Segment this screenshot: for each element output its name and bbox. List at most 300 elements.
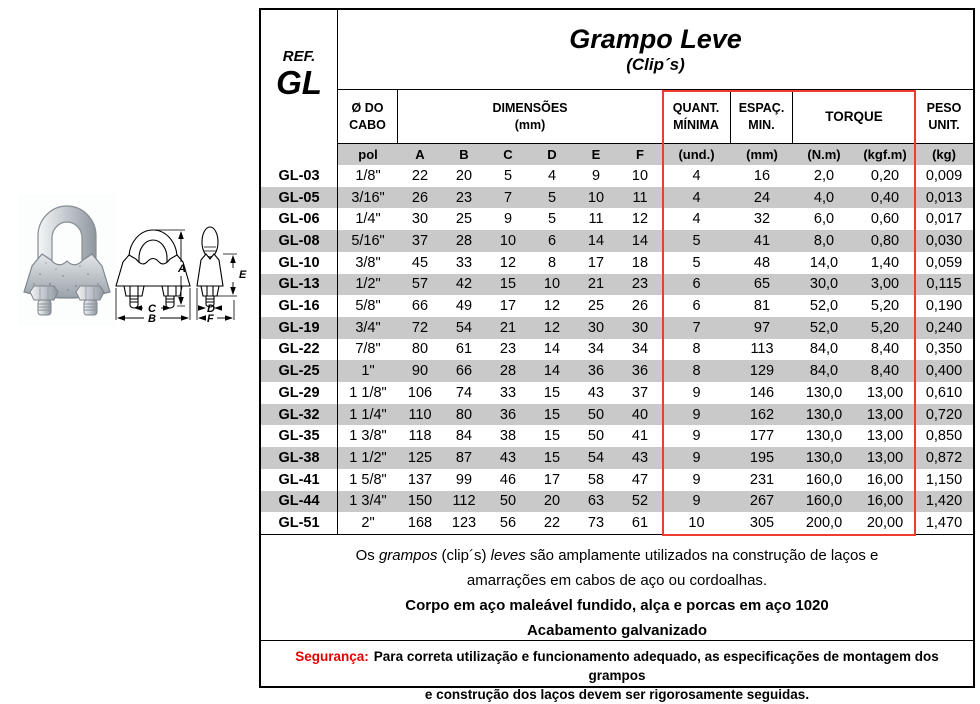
cell-dim-f: 23 [631, 276, 649, 293]
dim-label-f: F [207, 313, 214, 325]
cell-dim-f: 10 [631, 167, 649, 184]
cell-pol: 1" [361, 363, 375, 380]
cell-dim-e: 43 [587, 384, 605, 401]
ref-label: REF. [282, 48, 316, 65]
page-subtitle: (Clip´s) [626, 55, 685, 75]
cell-dim-a: 26 [411, 189, 429, 206]
row-ref: GL-44 [261, 491, 338, 513]
dim-label-a: A [178, 263, 186, 275]
row-ref: GL-13 [261, 274, 338, 296]
cell-min-spacing: 48 [753, 254, 771, 271]
unit-dim-a: A [415, 147, 425, 162]
cell-torque-nm: 84,0 [809, 363, 839, 380]
cell-dim-d: 22 [543, 515, 561, 532]
table-row [261, 425, 973, 447]
row-ref: GL-38 [261, 447, 338, 469]
safety-label: Segurança: [295, 649, 369, 664]
cell-dim-c: 21 [499, 319, 517, 336]
cell-torque-nm: 30,0 [809, 276, 839, 293]
dimension-drawing [113, 220, 253, 328]
cell-min-qty: 5 [692, 232, 701, 249]
cell-torque-kgfm: 16,00 [866, 493, 904, 510]
cell-torque-nm: 8,0 [813, 232, 835, 249]
cell-torque-nm: 130,0 [805, 406, 843, 423]
cell-dim-e: 21 [587, 276, 605, 293]
cell-dim-e: 25 [587, 298, 605, 315]
table-row [261, 295, 973, 317]
cell-pol: 7/8" [355, 341, 381, 358]
cell-dim-d: 5 [547, 189, 557, 206]
table-row [261, 187, 973, 209]
safety-line-2: e construção dos laços devem ser rigorosamente seguidas. [424, 687, 810, 702]
table-row [261, 230, 973, 252]
cell-dim-d: 12 [543, 298, 561, 315]
notes-line-3: Corpo em aço maleável fundido, alça e porcas em aço 1020 [405, 597, 829, 614]
cell-torque-kgfm: 0,80 [870, 232, 900, 249]
cell-dim-a: 45 [411, 254, 429, 271]
unit-nm: (N.m) [807, 147, 841, 162]
units-row [338, 143, 973, 165]
safety-line-1: Para correta utilização e funcionamento adequado, as especificações de montagem dos grampos [373, 649, 939, 683]
cell-min-qty: 4 [692, 211, 701, 228]
cell-torque-kgfm: 16,00 [866, 471, 904, 488]
cell-pol: 1/4" [355, 211, 381, 228]
cell-weight: 0,720 [925, 406, 963, 423]
photo-left-nut [30, 286, 58, 300]
notes-italic: grampos [378, 547, 438, 564]
cell-dim-d: 15 [543, 384, 561, 401]
cell-min-qty: 4 [692, 189, 701, 206]
cell-pol: 1 3/4" [349, 493, 387, 510]
cell-dim-a: 72 [411, 319, 429, 336]
cell-min-spacing: 65 [753, 276, 771, 293]
cell-dim-c: 5 [503, 167, 513, 184]
cell-dim-f: 37 [631, 384, 649, 401]
product-illustration [16, 192, 256, 334]
cell-dim-b: 23 [455, 189, 473, 206]
table-row [261, 469, 973, 491]
row-ref: GL-19 [261, 317, 338, 339]
cell-dim-d: 4 [547, 167, 557, 184]
cell-torque-kgfm: 8,40 [870, 363, 900, 380]
col-header-text: DIMENSÕES [492, 101, 568, 116]
cell-dim-a: 37 [411, 232, 429, 249]
cell-dim-c: 23 [499, 341, 517, 358]
cell-dim-c: 46 [499, 471, 517, 488]
unit-kg: (kg) [932, 147, 956, 162]
cell-weight: 0,009 [925, 167, 963, 184]
cell-weight: 1,150 [925, 471, 963, 488]
cell-min-qty: 9 [692, 471, 701, 488]
cell-torque-nm: 52,0 [809, 298, 839, 315]
cell-min-spacing: 162 [749, 406, 775, 423]
cell-torque-kgfm: 13,00 [866, 384, 904, 401]
cell-dim-f: 34 [631, 341, 649, 358]
cell-dim-c: 43 [499, 449, 517, 466]
cell-dim-f: 30 [631, 319, 649, 336]
cell-dim-b: 84 [455, 428, 473, 445]
table-header-area [261, 10, 973, 165]
cell-dim-a: 137 [407, 471, 433, 488]
cell-dim-a: 22 [411, 167, 429, 184]
cell-dim-f: 11 [632, 189, 648, 206]
cell-pol: 1 5/8" [349, 471, 387, 488]
cell-weight: 0,190 [925, 298, 963, 315]
product-photo [18, 194, 116, 326]
column-group-row [338, 90, 973, 143]
row-ref: GL-25 [261, 360, 338, 382]
cell-dim-e: 36 [587, 363, 605, 380]
cell-dim-b: 33 [455, 254, 473, 271]
col-header-text: MÍNIMA [673, 117, 719, 132]
notes-line-4: Acabamento galvanizado [526, 622, 708, 639]
cell-dim-d: 8 [547, 254, 557, 271]
cell-dim-e: 73 [587, 515, 605, 532]
table-row [261, 208, 973, 230]
cell-dim-e: 34 [587, 341, 605, 358]
cell-dim-b: 20 [455, 167, 473, 184]
cell-min-qty: 9 [692, 384, 701, 401]
table-row [261, 491, 973, 513]
cell-weight: 0,030 [925, 232, 963, 249]
cell-dim-d: 14 [543, 363, 561, 380]
col-header-torque [793, 90, 915, 143]
col-header-text: (mm) [514, 117, 546, 132]
cell-weight: 1,420 [925, 493, 963, 510]
col-header-text: ESPAÇ. [738, 101, 785, 116]
col-header-unit-weight [915, 90, 973, 143]
cell-dim-f: 18 [631, 254, 649, 271]
cell-dim-f: 26 [631, 298, 649, 315]
cell-dim-d: 17 [543, 471, 561, 488]
cell-dim-f: 41 [631, 428, 649, 445]
cell-torque-kgfm: 0,60 [870, 211, 900, 228]
cell-dim-d: 14 [543, 341, 561, 358]
notes-italic: leves [490, 547, 526, 564]
cell-torque-nm: 52,0 [809, 319, 839, 336]
cell-dim-e: 11 [588, 211, 604, 228]
notes-text: são amplamente utilizados na construção de laços e [525, 547, 879, 564]
cell-min-spacing: 146 [749, 384, 775, 401]
col-header-text: Ø DO [351, 101, 384, 116]
col-header-text: PESO [926, 101, 962, 116]
cell-min-qty: 9 [692, 449, 701, 466]
cell-weight: 0,115 [926, 276, 962, 293]
cell-dim-d: 15 [543, 449, 561, 466]
cell-min-spacing: 231 [749, 471, 775, 488]
table-row [261, 317, 973, 339]
table-row [261, 404, 973, 426]
row-ref: GL-22 [261, 339, 338, 361]
row-ref: GL-03 [261, 165, 338, 187]
cell-min-spacing: 267 [749, 493, 775, 510]
cell-dim-a: 30 [411, 211, 429, 228]
cell-min-spacing: 129 [749, 363, 775, 380]
unit-dim-c: C [503, 147, 513, 162]
cell-dim-c: 50 [499, 493, 517, 510]
cell-dim-e: 10 [587, 189, 605, 206]
cell-pol: 3/4" [355, 319, 381, 336]
cell-dim-a: 150 [407, 493, 433, 510]
cell-dim-c: 15 [499, 276, 517, 293]
notes-text: (clip´s) [437, 547, 491, 564]
row-ref: GL-35 [261, 425, 338, 447]
cell-min-qty: 7 [692, 319, 701, 336]
row-ref: GL-29 [261, 382, 338, 404]
row-ref: GL-06 [261, 208, 338, 230]
cell-min-qty: 4 [692, 167, 701, 184]
cell-torque-nm: 160,0 [805, 493, 843, 510]
cell-dim-f: 61 [631, 515, 649, 532]
cell-pol: 1/8" [355, 167, 381, 184]
unit-dim-d: D [547, 147, 557, 162]
cell-dim-f: 43 [631, 449, 649, 466]
cell-dim-e: 58 [587, 471, 605, 488]
cell-dim-e: 9 [591, 167, 601, 184]
cell-dim-d: 6 [547, 232, 557, 249]
cell-pol: 1 1/2" [349, 449, 387, 466]
cell-torque-nm: 4,0 [813, 189, 835, 206]
cell-weight: 0,350 [925, 341, 963, 358]
side-u-bolt [202, 227, 218, 257]
cell-dim-b: 61 [455, 341, 473, 358]
cell-dim-f: 47 [631, 471, 649, 488]
cell-dim-a: 90 [411, 363, 429, 380]
cell-dim-c: 33 [499, 384, 517, 401]
cell-min-spacing: 305 [749, 515, 775, 532]
unit-dim-f: F [636, 147, 644, 162]
cell-weight: 1,470 [925, 515, 963, 532]
cell-min-spacing: 177 [749, 428, 775, 445]
cell-min-spacing: 113 [750, 341, 774, 358]
cell-dim-d: 5 [547, 211, 557, 228]
cell-torque-kgfm: 5,20 [870, 298, 900, 315]
cell-dim-f: 52 [631, 493, 649, 510]
cell-torque-kgfm: 13,00 [866, 406, 904, 423]
col-header-text: CABO [349, 117, 386, 132]
cell-torque-kgfm: 20,00 [866, 515, 904, 532]
cell-torque-nm: 84,0 [809, 341, 839, 358]
cell-torque-nm: 130,0 [805, 449, 843, 466]
cell-pol: 5/16" [351, 232, 385, 249]
photo-right-nut [76, 286, 104, 300]
cell-dim-f: 40 [631, 406, 649, 423]
front-left-nut [124, 286, 144, 296]
cell-pol: 3/8" [355, 254, 381, 271]
cell-torque-kgfm: 13,00 [866, 449, 904, 466]
cell-min-qty: 8 [692, 341, 701, 358]
cell-dim-b: 123 [451, 515, 477, 532]
cell-dim-f: 36 [631, 363, 649, 380]
row-ref: GL-32 [261, 404, 338, 426]
cell-dim-e: 50 [587, 406, 605, 423]
col-header-text: QUANT. [672, 101, 720, 116]
cell-dim-b: 42 [455, 276, 473, 293]
unit-pol: pol [358, 147, 378, 162]
cell-dim-d: 15 [543, 406, 561, 423]
cell-dim-b: 74 [455, 384, 473, 401]
table-row [261, 360, 973, 382]
table-row [261, 339, 973, 361]
cell-dim-c: 12 [499, 254, 517, 271]
table-row [261, 512, 973, 534]
cell-dim-d: 20 [543, 493, 561, 510]
cell-dim-b: 49 [455, 298, 473, 315]
description-notes [261, 534, 973, 640]
cell-dim-c: 36 [499, 406, 517, 423]
cell-dim-f: 14 [631, 232, 649, 249]
unit-und: (und.) [678, 147, 715, 162]
cell-min-spacing: 81 [753, 298, 771, 315]
spec-sheet [259, 8, 975, 702]
cell-pol: 1 1/8" [349, 384, 387, 401]
cell-pol: 5/8" [355, 298, 381, 315]
cell-dim-a: 106 [407, 384, 433, 401]
cell-dim-e: 63 [587, 493, 605, 510]
cell-weight: 0,240 [925, 319, 963, 336]
cell-torque-kgfm: 0,40 [870, 189, 900, 206]
cell-dim-c: 9 [503, 211, 513, 228]
cell-dim-a: 80 [411, 341, 429, 358]
cell-weight: 0,850 [925, 428, 963, 445]
table-row [261, 447, 973, 469]
cell-weight: 0,013 [925, 189, 963, 206]
cell-min-spacing: 195 [749, 449, 775, 466]
cell-min-qty: 9 [692, 493, 701, 510]
cell-dim-e: 50 [587, 428, 605, 445]
cell-dim-b: 112 [452, 493, 476, 510]
cell-dim-b: 28 [455, 232, 473, 249]
page-title: Grampo Leve [569, 24, 742, 54]
row-ref: GL-51 [261, 512, 338, 534]
cell-torque-kgfm: 3,00 [870, 276, 900, 293]
cell-torque-nm: 2,0 [813, 167, 835, 184]
cell-torque-nm: 160,0 [805, 471, 843, 488]
cell-pol: 1/2" [355, 276, 381, 293]
cell-dim-d: 10 [543, 276, 561, 293]
ref-cell [261, 10, 338, 165]
cell-min-qty: 10 [688, 515, 705, 532]
dim-label-e: E [239, 269, 247, 281]
cell-dim-f: 12 [631, 211, 649, 228]
cell-torque-kgfm: 1,40 [870, 254, 900, 271]
cell-dim-c: 56 [499, 515, 517, 532]
cell-dim-c: 7 [503, 189, 513, 206]
cell-dim-c: 10 [499, 232, 517, 249]
cell-min-qty: 5 [692, 254, 701, 271]
notes-line-1 [261, 543, 973, 568]
table-row [261, 165, 973, 187]
cell-dim-a: 125 [407, 449, 433, 466]
row-ref: GL-10 [261, 252, 338, 274]
cell-min-qty: 6 [692, 298, 701, 315]
cell-dim-b: 99 [455, 471, 473, 488]
cell-pol: 1 1/4" [349, 406, 387, 423]
cell-dim-b: 25 [455, 211, 473, 228]
cell-weight: 0,400 [925, 363, 963, 380]
cell-min-qty: 9 [692, 406, 701, 423]
cell-dim-c: 17 [499, 298, 517, 315]
dim-label-c: C [148, 303, 156, 315]
ref-code: GL [276, 64, 322, 101]
cell-min-qty: 8 [692, 363, 701, 380]
cell-min-qty: 6 [692, 276, 701, 293]
cell-min-spacing: 41 [753, 232, 771, 249]
table-body [261, 165, 973, 534]
cell-dim-b: 87 [455, 449, 473, 466]
cell-weight: 0,610 [925, 384, 963, 401]
table-row [261, 382, 973, 404]
dim-label-d: D [207, 303, 215, 315]
cell-torque-nm: 200,0 [805, 515, 843, 532]
header-right [338, 10, 973, 165]
cell-dim-b: 66 [455, 363, 473, 380]
cell-dim-a: 168 [407, 515, 433, 532]
cell-torque-kgfm: 5,20 [870, 319, 900, 336]
side-body [197, 254, 223, 286]
row-ref: GL-16 [261, 295, 338, 317]
safety-notice [261, 640, 973, 702]
col-header-text: MIN. [748, 117, 775, 132]
cell-torque-nm: 14,0 [809, 254, 839, 271]
cell-dim-d: 12 [543, 319, 561, 336]
cell-min-spacing: 32 [753, 211, 771, 228]
cell-pol: 1 3/8" [349, 428, 387, 445]
cell-dim-e: 17 [587, 254, 605, 271]
front-right-nut [162, 286, 182, 296]
cell-dim-b: 54 [455, 319, 473, 336]
table-row [261, 274, 973, 296]
side-nut [201, 286, 219, 296]
cell-pol: 2" [361, 515, 375, 532]
cell-torque-nm: 130,0 [805, 384, 843, 401]
col-header-dimensions [398, 90, 662, 143]
cell-dim-a: 110 [408, 406, 432, 423]
cell-torque-nm: 130,0 [805, 428, 843, 445]
notes-text: Os [355, 547, 379, 564]
cell-dim-a: 66 [411, 298, 429, 315]
cell-dim-b: 80 [455, 406, 473, 423]
cell-torque-kgfm: 0,20 [870, 167, 900, 184]
row-ref: GL-08 [261, 230, 338, 252]
cell-min-spacing: 16 [753, 167, 771, 184]
cell-dim-c: 28 [499, 363, 517, 380]
unit-dim-b: B [459, 147, 469, 162]
row-ref: GL-05 [261, 187, 338, 209]
cell-weight: 0,059 [925, 254, 963, 271]
col-header-cable-diameter [338, 90, 398, 143]
unit-kgfm: (kgf.m) [863, 147, 907, 162]
title-band [338, 10, 973, 90]
unit-dim-e: E [591, 147, 601, 162]
table-row [261, 252, 973, 274]
cell-dim-c: 38 [499, 428, 517, 445]
cell-min-spacing: 24 [753, 189, 771, 206]
notes-line-2: amarrações em cabos de aço ou cordoalhas. [466, 572, 768, 589]
cell-weight: 0,872 [925, 449, 963, 466]
row-ref: GL-41 [261, 469, 338, 491]
cell-torque-nm: 6,0 [813, 211, 835, 228]
cell-min-qty: 9 [692, 428, 701, 445]
cell-torque-kgfm: 13,00 [866, 428, 904, 445]
cell-dim-e: 14 [587, 232, 605, 249]
col-header-min-quantity [662, 90, 731, 143]
col-header-text: UNIT. [928, 117, 960, 132]
cell-dim-e: 54 [587, 449, 605, 466]
dim-label-b: B [148, 313, 156, 325]
cell-dim-d: 15 [543, 428, 561, 445]
col-header-min-spacing [731, 90, 793, 143]
